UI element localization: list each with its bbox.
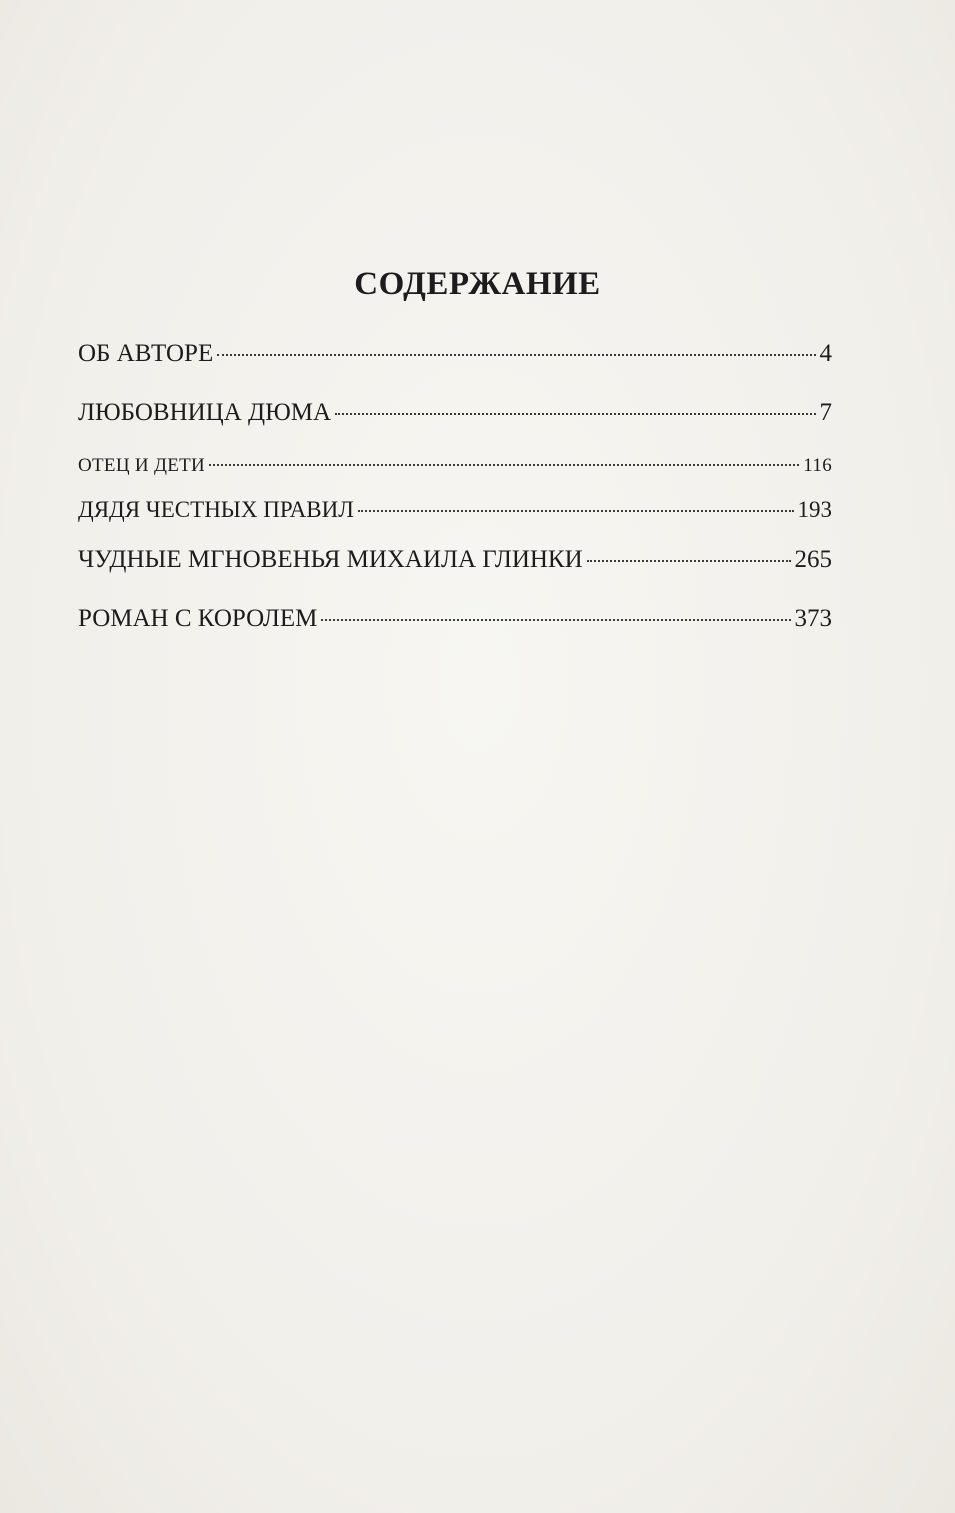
dot-leader bbox=[587, 560, 791, 562]
toc-entry-about-author bbox=[78, 340, 832, 368]
toc-entry-glinka-moments bbox=[78, 546, 832, 574]
toc-entry-dumas-lover bbox=[78, 399, 832, 427]
dot-leader bbox=[209, 464, 799, 466]
toc-entry-label: РОМАН С КОРОЛЕМ bbox=[78, 605, 318, 632]
toc-entry-page: 7 bbox=[819, 399, 832, 426]
dot-leader bbox=[335, 413, 815, 415]
toc-entry-label: ОБ АВТОРЕ bbox=[78, 340, 214, 367]
toc-entry-page: 4 bbox=[819, 340, 832, 367]
toc-entry-label: ОТЕЦ И ДЕТИ bbox=[78, 455, 206, 476]
toc-entry-label: ДЯДЯ ЧЕСТНЫХ ПРАВИЛ bbox=[78, 497, 354, 522]
toc-entry-page: 116 bbox=[803, 455, 832, 476]
contents-heading: СОДЕРЖАНИЕ bbox=[354, 266, 601, 302]
toc-entry-father-and-children bbox=[78, 455, 832, 477]
dot-leader bbox=[358, 510, 794, 512]
toc-entry-label: ЧУДНЫЕ МГНОВЕНЬЯ МИХАИЛА ГЛИНКИ bbox=[78, 546, 583, 573]
toc-entry-honest-uncle bbox=[78, 497, 832, 523]
dot-leader bbox=[321, 619, 790, 621]
toc-entry-romance-with-king bbox=[78, 605, 832, 633]
toc-entry-page: 265 bbox=[794, 546, 832, 573]
toc-entry-page: 373 bbox=[794, 605, 832, 632]
dot-leader bbox=[217, 354, 815, 356]
toc-entry-page: 193 bbox=[797, 497, 832, 522]
toc-entry-label: ЛЮБОВНИЦА ДЮМА bbox=[78, 399, 332, 426]
